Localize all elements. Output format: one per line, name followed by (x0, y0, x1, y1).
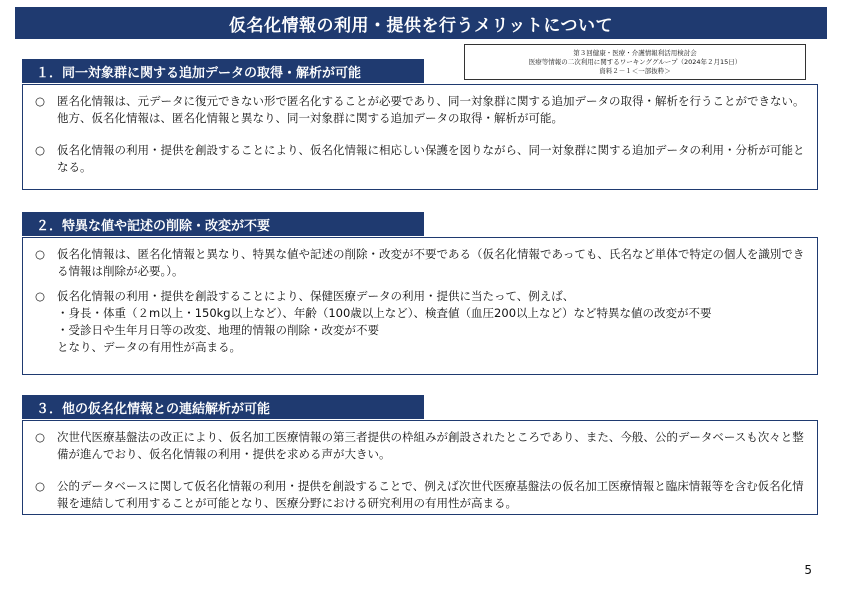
bullet-mark: ○ (35, 143, 46, 157)
bullet-mark: ○ (35, 94, 46, 108)
source-citation-box (464, 44, 806, 80)
section-2-header: ２．特異な値や記述の削除・改変が不要 (22, 212, 424, 236)
section-1-bullet-2 (35, 142, 807, 176)
section-3-header: ３．他の仮名化情報との連結解析が可能 (22, 395, 424, 419)
bullet-text: 公的データベースに関して仮名化情報の利用・提供を創設することで、例えば次世代医療基盤法の仮名加工医療情報と臨床情報等を含む仮名化情報を連結して利用することが可能となり、医療分野における研究利用の有用性が高まる。 (57, 479, 804, 510)
source-line-2: 医療等情報の二次利用に関するワーキンググループ（2024年２月15日） (528, 57, 742, 66)
page-title: 仮名化情報の利用・提供を行うメリットについて (15, 7, 827, 39)
section-3-bullet-2 (35, 478, 807, 512)
section-2-bullet-1 (35, 246, 807, 280)
bullet-text: 仮名化情報は、匿名化情報と異なり、特異な値や記述の削除・改変が不要である（仮名化情報であっても、氏名など単体で特定の個人を識別できる情報は削除が必要。）。 (57, 247, 805, 278)
bullet-text: 仮名化情報の利用・提供を創設することにより、仮名化情報に相応しい保護を図りながら、同一対象群に関する追加データの利用・分析が可能となる。 (57, 143, 805, 174)
bullet-intro: 仮名化情報の利用・提供を創設することにより、保健医療データの利用・提供に当たって、例えば、 (57, 289, 575, 303)
bullet-text (57, 288, 807, 356)
section-2-box (22, 237, 818, 375)
section-3-box (22, 420, 818, 515)
bullet-text: 次世代医療基盤法の改正により、仮名加工医療情報の第三者提供の枠組みが創設されたところであり、また、今般、公的データベースも次々と整備が進んでおり、仮名化情報の利用・提供を求める声が大きい。 (57, 430, 804, 461)
source-line-3: 資料２－１＜一部抜粋＞ (599, 66, 671, 75)
section-1-box (22, 84, 818, 190)
section-3-bullet-1 (35, 429, 807, 463)
section-1-header: １．同一対象群に関する追加データの取得・解析が可能 (22, 59, 424, 83)
bullet-subitem-2: ・受診日や生年月日等の改変、地理的情報の削除・改変が不要 (57, 323, 379, 337)
page-number: 5 (804, 563, 812, 577)
bullet-subitem-1: ・身長・体重（２m以上・150kg以上など）、年齢（100歳以上など）、検査値（血圧200以上など）など特異な値の改変が不要 (57, 306, 712, 320)
bullet-mark: ○ (35, 430, 46, 444)
source-line-1: 第３回健康・医療・介護情報利活用検討会 (573, 48, 697, 57)
bullet-conclusion: となり、データの有用性が高まる。 (57, 340, 241, 354)
section-2-bullet-2 (35, 288, 807, 356)
bullet-text: 匿名化情報は、元データに復元できない形で匿名化することが必要であり、同一対象群に関する追加データの取得・解析を行うことができない。他方、仮名化情報は、匿名化情報と異なり、同一対象群に関する追加データの取得・解析が可能。 (57, 94, 805, 125)
bullet-mark: ○ (35, 289, 46, 303)
bullet-mark: ○ (35, 479, 46, 493)
bullet-mark: ○ (35, 247, 46, 261)
section-1-bullet-1 (35, 93, 807, 127)
